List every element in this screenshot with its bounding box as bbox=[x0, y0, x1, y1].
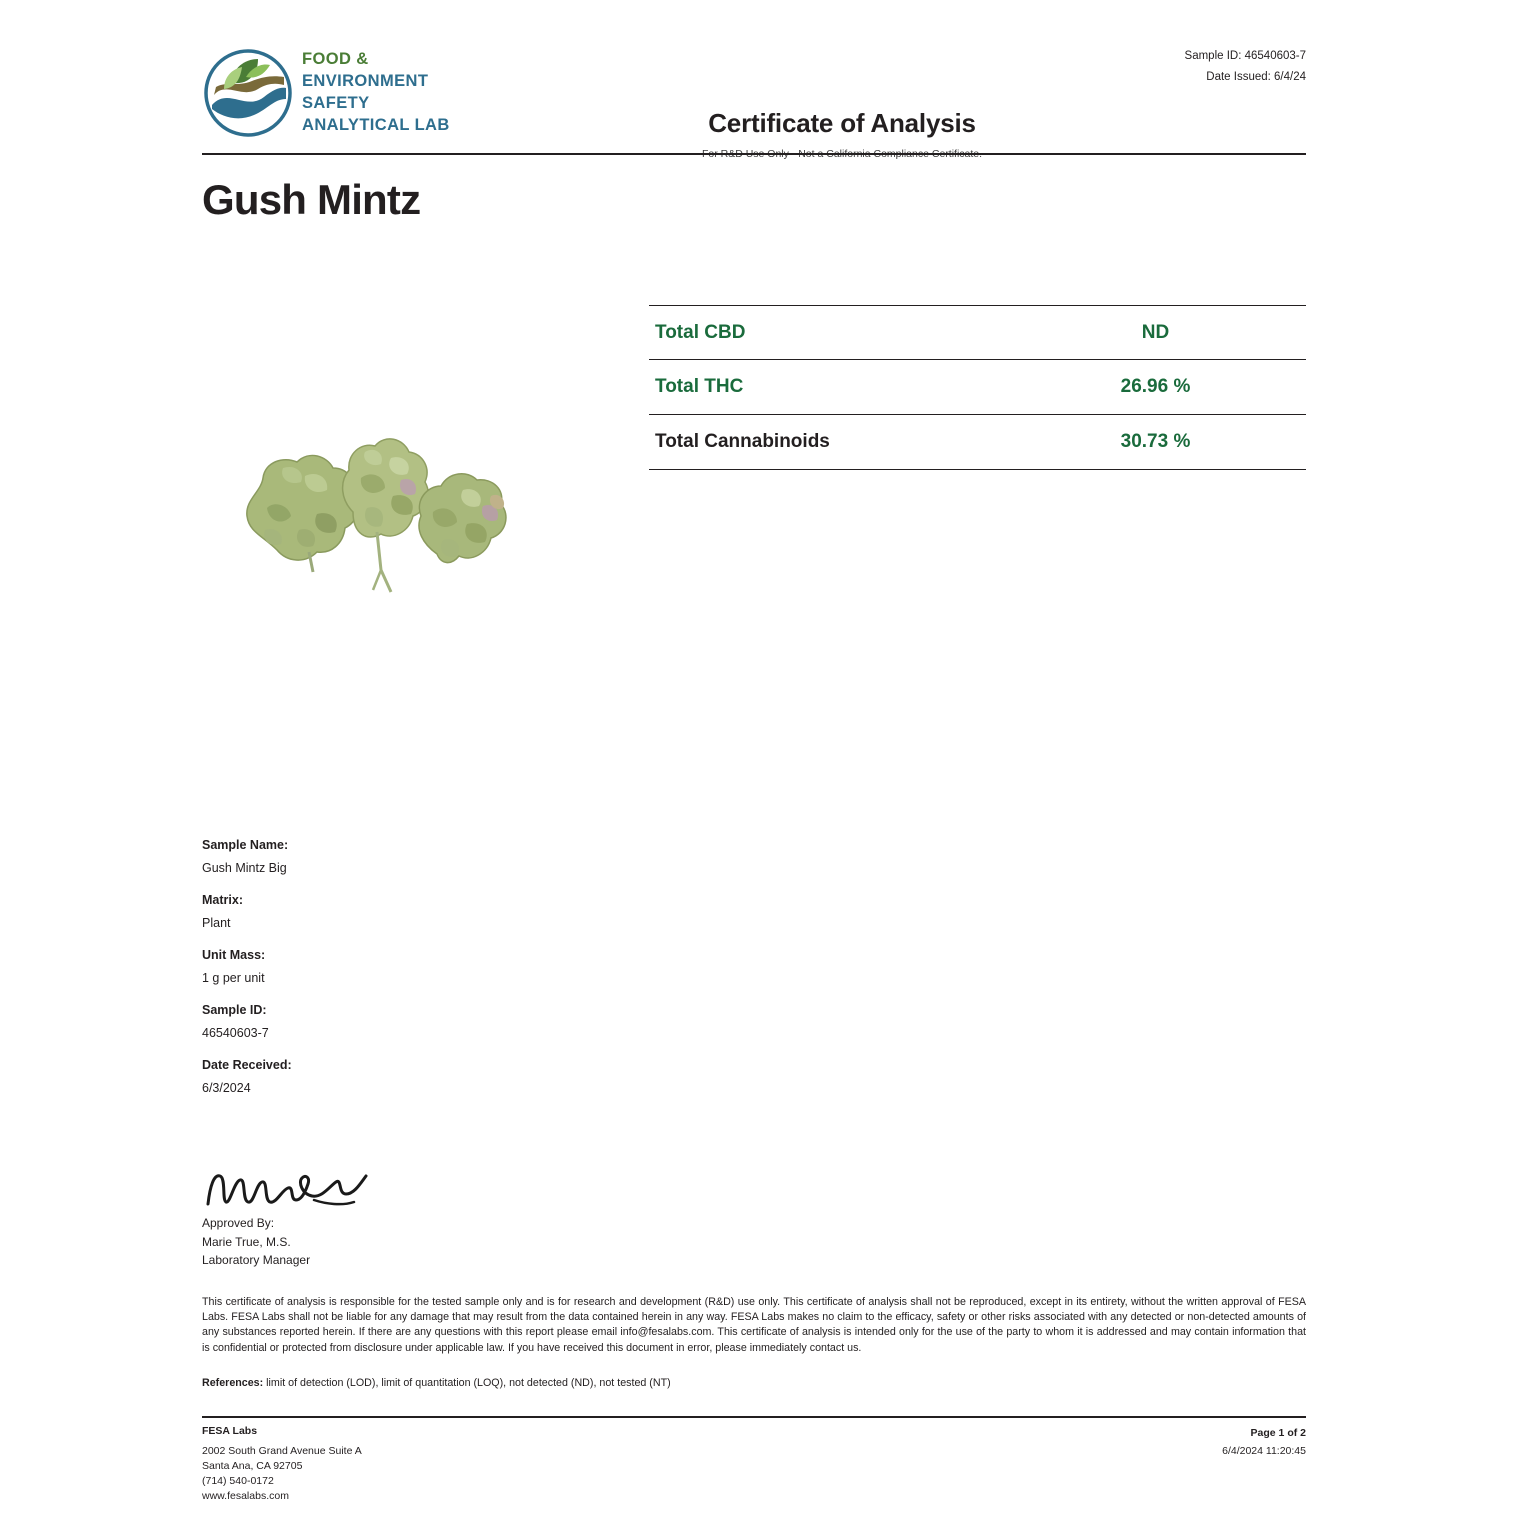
field-label-unit-mass: Unit Mass: bbox=[202, 948, 266, 962]
footer-address-line-2: Santa Ana, CA 92705 bbox=[202, 1459, 303, 1472]
references-line bbox=[202, 1377, 1306, 1389]
header-divider bbox=[202, 153, 1306, 155]
field-label-sample-name: Sample Name: bbox=[202, 838, 289, 852]
fesa-logo-text bbox=[302, 49, 450, 136]
footer-divider bbox=[202, 1416, 1306, 1418]
approver-role: Laboratory Manager bbox=[202, 1253, 311, 1268]
logo-line-3: SAFETY bbox=[302, 94, 370, 112]
approver-name: Marie True, M.S. bbox=[202, 1234, 291, 1249]
document-header bbox=[202, 34, 1306, 149]
field-label-sample-id: Sample ID: bbox=[202, 1003, 267, 1017]
summary-value-total-cbd: ND bbox=[1141, 321, 1170, 343]
summary-row-total-cannabinoids bbox=[649, 415, 1306, 470]
logo-line-4: ANALYTICAL LAB bbox=[302, 115, 450, 134]
summary-label-total-cannabinoids: Total Cannabinoids bbox=[655, 431, 830, 452]
sample-photo bbox=[205, 300, 560, 820]
field-date-received bbox=[202, 1058, 622, 1095]
footer-address-line-1: 2002 South Grand Avenue Suite A bbox=[202, 1444, 362, 1457]
field-matrix bbox=[202, 893, 622, 930]
references-text: limit of detection (LOD), limit of quantitation (LOQ), not detected (ND), not tested (NT) bbox=[266, 1377, 671, 1389]
field-sample-name bbox=[202, 838, 622, 875]
footer-page-info bbox=[1222, 1424, 1306, 1461]
page-title: Certificate of Analysis bbox=[708, 108, 976, 138]
field-value-sample-name: Gush Mintz Big bbox=[202, 861, 287, 875]
signature-text bbox=[202, 1214, 622, 1270]
summary-label-total-thc: Total THC bbox=[655, 376, 744, 397]
fesa-logo-icon bbox=[202, 47, 294, 139]
footer-phone: (714) 540-0172 bbox=[202, 1474, 274, 1487]
header-meta bbox=[1185, 46, 1306, 89]
disclaimer-text: This certificate of analysis is responsible for the tested sample only and is for research and development (R&D) use only. This certificate of analysis shall not be reproduced, except in its entirety, without the written approval of FESA Labs. FESA Labs shall not be liable for any damage that may result from the data contained herein in any way. FESA Labs makes no claim to the efficacy, safety or other risks associated with any detected or non-detected amounts of any substances reported herein. If there are any questions with this report please email info@fesalabs.com. This certificate of analysis is intended only for the use of the party to whom it is addressed and may contain information that is confidential or protected from disclosure under applicable law. If you have received this document in error, please immediately contact us. bbox=[202, 1296, 1306, 1354]
product-name: Gush Mintz bbox=[202, 176, 421, 223]
fesa-logo bbox=[202, 38, 492, 148]
references-label: References: bbox=[202, 1377, 264, 1389]
field-label-matrix: Matrix: bbox=[202, 893, 243, 907]
summary-value-total-cannabinoids: 30.73 % bbox=[1120, 431, 1191, 452]
footer-website[interactable]: www.fesalabs.com bbox=[202, 1489, 289, 1502]
approved-by-label: Approved By: bbox=[202, 1216, 275, 1230]
footer-lab-name: FESA Labs bbox=[202, 1425, 258, 1437]
field-value-date-received: 6/3/2024 bbox=[202, 1081, 251, 1095]
summary-value-total-thc: 26.96 % bbox=[1120, 376, 1191, 397]
summary-row-total-cbd bbox=[649, 305, 1306, 360]
field-value-matrix: Plant bbox=[202, 916, 231, 930]
cannabinoid-summary-table bbox=[649, 305, 1306, 470]
logo-line-2: ENVIRONMENT bbox=[302, 72, 429, 91]
header-date-issued: Date Issued: 6/4/24 bbox=[1206, 71, 1306, 84]
footer-page-number: Page 1 of 2 bbox=[1250, 1427, 1306, 1439]
summary-label-total-cbd: Total CBD bbox=[655, 321, 746, 343]
approval-signature-block bbox=[202, 1160, 622, 1270]
summary-row-total-thc bbox=[649, 360, 1306, 415]
field-value-sample-id: 46540603-7 bbox=[202, 1026, 269, 1040]
footer-timestamp: 6/4/2024 11:20:45 bbox=[1222, 1445, 1306, 1458]
field-label-date-received: Date Received: bbox=[202, 1058, 292, 1072]
signature-icon bbox=[202, 1160, 622, 1212]
header-sample-id: Sample ID: 46540603-7 bbox=[1184, 50, 1306, 62]
logo-line-1: FOOD & bbox=[302, 50, 369, 69]
field-sample-id bbox=[202, 1003, 622, 1040]
field-value-unit-mass: 1 g per unit bbox=[202, 971, 265, 985]
sample-details bbox=[202, 838, 622, 1113]
footer-lab-info bbox=[202, 1424, 362, 1504]
field-unit-mass bbox=[202, 948, 622, 985]
